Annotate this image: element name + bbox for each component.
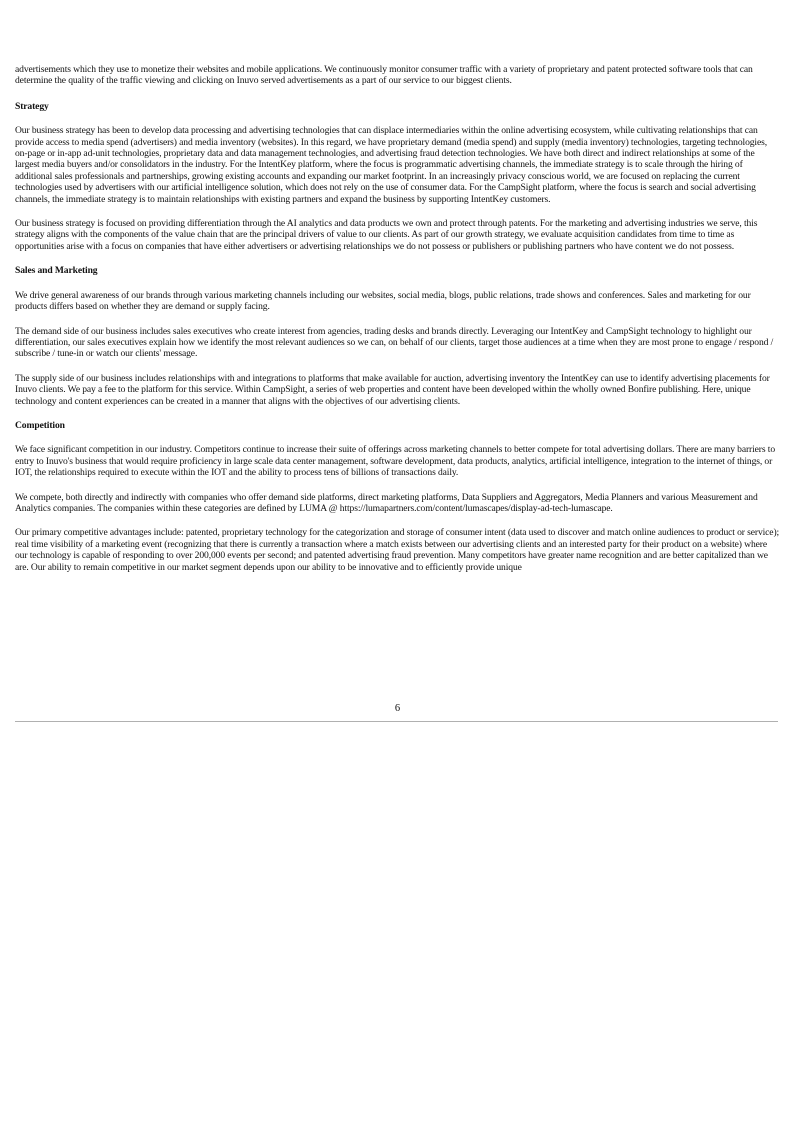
sales-marketing-heading: Sales and Marketing [15, 265, 98, 277]
document-body [15, 64, 780, 586]
page-divider [15, 721, 778, 722]
intro-paragraph: advertisements which they use to monetize their websites and mobile applications. We continuously monitor consumer traffic with a variety of proprietary and patent protected software tools that can determine the quality of the traffic viewing and clicking on Inuvo served advertisements as a part of our service to our biggest clients. [15, 64, 753, 87]
sales-paragraph-1: We drive general awareness of our brands through various marketing channels including our websites, social media, blogs, public relations, trade shows and conferences. Sales and marketing for our products differs based on whether they are demand or supply facing. [15, 289, 751, 313]
strategy-heading: Strategy [15, 100, 49, 112]
page-number: 6 [394, 703, 401, 714]
strategy-paragraph-2: Our business strategy is focused on providing differentiation through the AI analytics and data products we own and protect through patents. For the marketing and advertising industries we serve, this strategy aligns with the components of the value chain that are the principal drivers of value to our clients. As part of our growth strategy, we evaluate acquisition candidates from time to time as opportunities arise with a focus on companies that have either advertisers or advertising relationships we do not possess or publishers or publishing partners who have content we do not possess. [15, 218, 758, 252]
strategy-paragraph-1: Our business strategy has been to develop data processing and advertising technologies that can displace intermediaries within the online advertising ecosystem, while cultivating relationships that can provide access to media spend (advertisers) and media inventory (websites). In this regard, we have proprietary demand (media spend) and supply (media inventory) technologies, targeting technologies, on-page or in-app ad-unit technologies, proprietary data and data management technologies, and advertising fraud detection technologies. We have both direct and indirect relationships at some of the largest media buyers and/or consolidators in the industry. For the IntentKey platform, where the focus is programmatic advertising channels, the immediate strategy is to scale through the hiring of additional sales professionals and partnerships, growing existing accounts and expanding our market footprint. In an increasingly privacy conscious world, we are focused on replacing the current technologies used by advertisers with our artificial intelligence solution, which does not rely on the use of consumer data. For the CampSight platform, where the focus is search and social advertising channels, the immediate strategy is to maintain relationships with existing partners and expand the business by supporting IntentKey customers. [15, 125, 767, 205]
competition-paragraph-2: We compete, both directly and indirectly with companies who offer demand side platforms, direct marketing platforms, Data Suppliers and Aggregators, Media Planners and various Measurement and Analytics companies. The companies within these categories are defined by LUMA @ https://lumapartners.com/content/lumascapes/display-ad-tech-lumascape. [15, 491, 758, 514]
competition-heading: Competition [15, 419, 65, 431]
competition-paragraph-3: Our primary competitive advantages include: patented, proprietary technology for the categorization and storage of consumer intent (data used to discover and match online audiences to product or service); real time visibility of a marketing event (recognizing that there is currently a transaction where a match exists between our advertising clients and an interested party for their product on a website) where our technology is capable of responding to over 200,000 events per second; and patented advertising fraud prevention. Many competitors have greater name recognition and are better capitalized than we are. Our ability to remain competitive in our market segment depends upon our ability to be innovative and to efficiently provide unique [15, 527, 780, 573]
competition-paragraph-1: We face significant competition in our industry. Competitors continue to increase their suite of offerings across marketing channels to better compete for total advertising dollars. There are many barriers to entry to Inuvo's business that would require proficiency in large scale data center management, software development, data products, analytics, artificial intelligence, integration to the internet of things, or IOT, the relationships required to execute within the IOT and the ability to process tens of billions of transactions daily. [15, 444, 775, 479]
sales-paragraph-3: The supply side of our business includes relationships with and integrations to platforms that make available for auction, advertising inventory the IntentKey can use to identify advertising placements for Inuvo clients. We pay a fee to the platform for this service. Within CampSight, a series of web properties and content have been developed within the wholly owned Bonfire publishing. Here, unique technology and content experiences can be created in a manner that aligns with the objectives of our advertising clients. [15, 372, 770, 407]
sales-paragraph-2: The demand side of our business includes sales executives who create interest from agencies, trading desks and brands directly. Leveraging our IntentKey and CampSight technology to highlight our differentiation, our sales executives explain how we identify the most relevant audiences so we can, on behalf of our clients, target those audiences at a time when they are most prone to engage / respond / subscribe / tune-in or watch our clients' message. [15, 325, 774, 360]
